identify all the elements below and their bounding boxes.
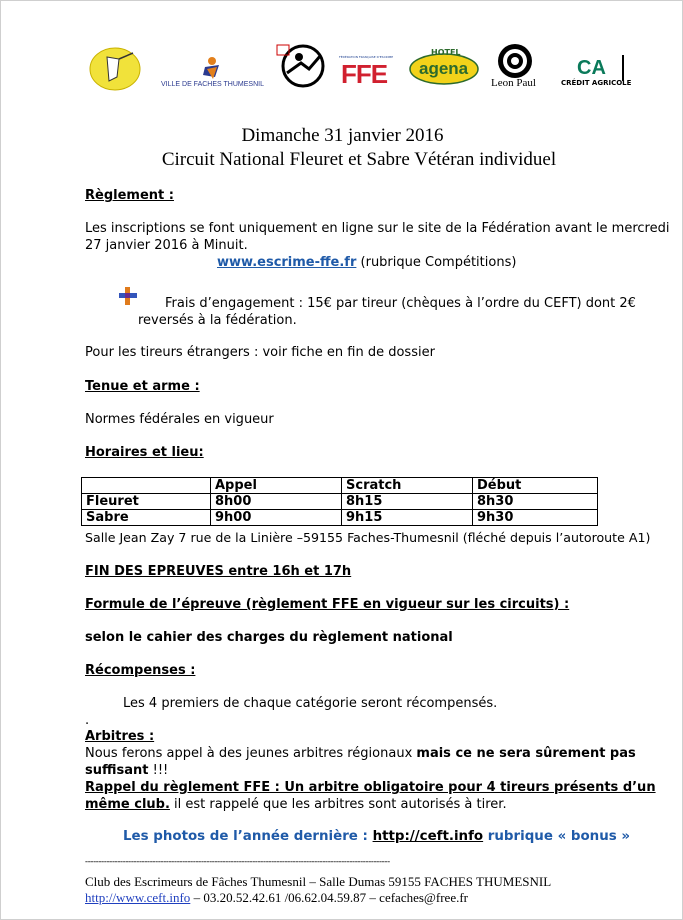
ffe-logo-text: FFE xyxy=(341,59,388,89)
table-cell: Fleuret xyxy=(82,494,211,510)
arbitres-line-1-normal: Nous ferons appel à des jeunes arbitres régionaux xyxy=(85,746,417,761)
footer-contact: – 03.20.52.42.61 /06.62.04.59.87 – cefaches@free.fr xyxy=(190,890,468,905)
svg-text:CA: CA xyxy=(577,57,606,79)
ceft-logo-icon xyxy=(89,47,141,91)
table-cell: 9h00 xyxy=(211,510,342,526)
table-header-row xyxy=(82,478,598,494)
recompenses-heading: Récompenses : xyxy=(85,663,196,678)
table-header-cell: Scratch xyxy=(342,478,473,494)
bullet-icon xyxy=(119,287,137,305)
photos-suffix: rubrique « bonus » xyxy=(483,829,631,844)
table-row xyxy=(82,510,598,526)
event-date: Dimanche 31 janvier 2016 xyxy=(241,125,444,146)
table-cell: 8h15 xyxy=(342,494,473,510)
table-header-cell xyxy=(82,478,211,494)
rappel-line-2-normal: il est rappelé que les arbitres sont autorisés à tirer. xyxy=(169,797,507,812)
ceft-website-link[interactable]: http://www.ceft.info xyxy=(85,890,191,905)
ffe-website-link[interactable]: www.escrime-ffe.fr xyxy=(217,255,357,270)
arbitres-line-2-normal: !!! xyxy=(148,763,169,778)
agena-hotel-text: HOTEL xyxy=(431,48,461,57)
ffe-link-line xyxy=(217,254,516,271)
formule-text: selon le cahier des charges du règlement national xyxy=(85,630,453,645)
ca-text: CRÉDIT AGRICOLE xyxy=(561,79,632,87)
leonpaul-text: Leon Paul xyxy=(491,77,536,89)
arbitres-line-1 xyxy=(85,745,636,762)
footer-rule: ----------------------------------------------------------------------------------------------------------------- xyxy=(85,856,390,866)
schedule-table xyxy=(81,477,598,526)
arbitres-line-2 xyxy=(85,762,168,779)
table-cell: 8h30 xyxy=(473,494,598,510)
faches-logo-text: VILLE DE FACHES THUMESNIL xyxy=(161,81,264,88)
fencer-logo xyxy=(275,43,329,89)
tenue-heading: Tenue et arme : xyxy=(85,379,200,394)
event-title: Circuit National Fleuret et Sabre Vétéran individuel xyxy=(161,149,557,170)
reglement-heading: Règlement : xyxy=(85,188,174,203)
stray-dot: . xyxy=(85,713,90,728)
photos-line xyxy=(123,828,630,845)
agena-logo xyxy=(409,47,479,85)
table-header-cell: Appel xyxy=(211,478,342,494)
horaires-heading: Horaires et lieu: xyxy=(85,445,204,460)
arbitres-line-2-bold: suffisant xyxy=(85,763,149,778)
arbitres-line-1-bold: mais ce ne sera sûrement pas xyxy=(416,746,636,761)
rappel-line-1: Rappel du règlement FFE : Un arbitre obligatoire pour 4 tireurs présents d’un xyxy=(85,780,656,795)
table-header-cell: Début xyxy=(473,478,598,494)
rappel-line-2 xyxy=(85,796,507,813)
faches-emblem-icon xyxy=(197,55,227,79)
ffe-logo xyxy=(339,55,395,89)
ffe-link-suffix: (rubrique Compétitions) xyxy=(356,255,517,270)
etrangers-text: Pour les tireurs étrangers : voir fiche en fin de dossier xyxy=(85,345,435,360)
ca-logo-icon xyxy=(559,55,625,81)
formule-heading: Formule de l’épreuve (règlement FFE en vigueur sur les circuits) : xyxy=(85,597,570,612)
leonpaul-logo xyxy=(489,43,543,91)
footer-line-2 xyxy=(85,890,468,906)
recompenses-text: Les 4 premiers de chaque catégorie seront récompensés. xyxy=(123,696,498,711)
footer-line-1: Club des Escrimeurs de Fâches Thumesnil – Salle Dumas 59155 FACHES THUMESNIL xyxy=(85,874,552,889)
agena-text: agena xyxy=(419,59,469,78)
fencer-icon xyxy=(275,43,329,89)
credit-agricole-logo xyxy=(559,55,632,89)
table-row xyxy=(82,494,598,510)
ceft-photos-link[interactable]: http://ceft.info xyxy=(372,829,484,844)
reglement-line-1: Les inscriptions se font uniquement en ligne sur le site de la Fédération avant le mercredi xyxy=(85,221,670,236)
reglement-line-2: 27 janvier 2016 à Minuit. xyxy=(85,238,248,253)
tenue-text: Normes fédérales en vigueur xyxy=(85,412,274,427)
table-cell: Sabre xyxy=(82,510,211,526)
faches-logo xyxy=(161,55,264,91)
arbitres-heading: Arbitres : xyxy=(85,729,155,744)
table-cell: 9h30 xyxy=(473,510,598,526)
lieu-text: Salle Jean Zay 7 rue de la Linière –59155 Faches-Thumesnil (fléché depuis l’autoroute A1) xyxy=(85,530,651,545)
table-cell: 9h15 xyxy=(342,510,473,526)
photos-prefix: Les photos de l’année dernière : xyxy=(123,829,373,844)
rappel-line-2-bold: même club. xyxy=(85,797,170,812)
frais-line-2: reversés à la fédération. xyxy=(138,313,297,328)
ffe-logo-small-text: FÉDÉRATION FRANÇAISE D'ESCRIME xyxy=(339,55,394,59)
ceft-logo xyxy=(89,47,141,91)
frais-line-1: Frais d’engagement : 15€ par tireur (chèques à l’ordre du CEFT) dont 2€ xyxy=(165,296,636,311)
table-cell: 8h00 xyxy=(211,494,342,510)
fin-epreuves: FIN DES EPREUVES entre 16h et 17h xyxy=(85,564,352,579)
leonpaul-target-icon xyxy=(489,43,543,79)
